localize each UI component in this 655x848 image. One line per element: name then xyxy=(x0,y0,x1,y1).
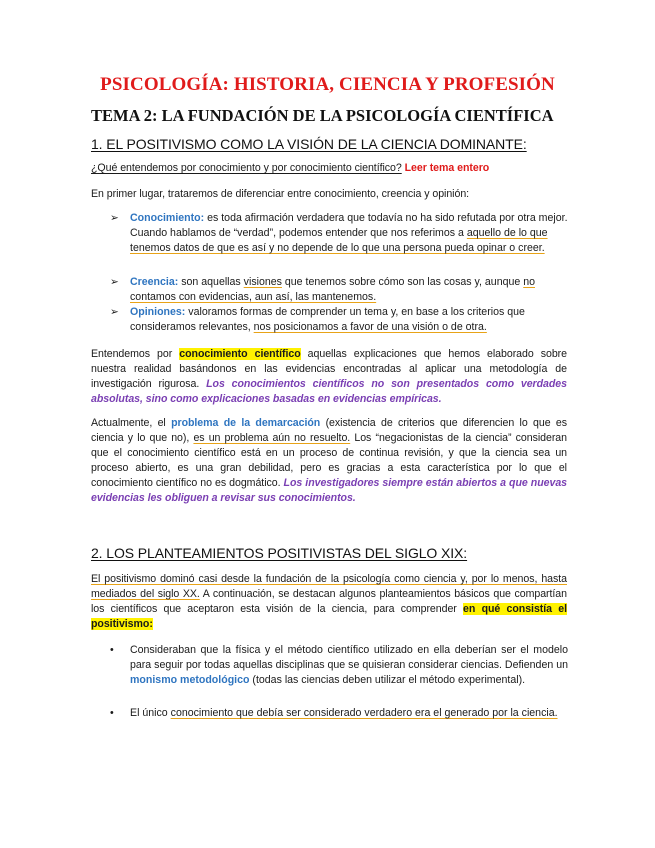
bullet-creencia: Creencia: son aquellas visiones que tenemos sobre cómo son las cosas y, aunque no contamos con evidencias, aun así, las mantenemos. xyxy=(130,276,535,303)
arrow-bullet-icon: ➢ xyxy=(110,212,119,224)
bullet-term: Creencia: xyxy=(130,276,179,288)
paragraph-positivismo: El positivismo dominó casi desde la fundación de la psicología como ciencia y, por lo menos, hasta mediados del siglo XX. A continuación, se destacan algunos planteamientos básicos que compartían los científicos que aceptaron esta visión de la ciencia, para comprender en qué consistía el positivismo: xyxy=(91,573,567,630)
paragraph-demarcacion: Actualmente, el problema de la demarcación (existencia de criterios que diferencien lo que es ciencia y lo que no), es un problema aún no resuelto. Los “negacionistas de la ciencia” consideran que el conocimiento científico está en un proceso de continua revisión, y que la ciencia sea un proceso abierto, es una gran debilidad, pero es gracias a esta característica por lo que el conocimiento científico no es dogmático. Los investigadores siempre están abiertos a que nuevas evidencias les obliguen a revisar sus conocimientos. xyxy=(91,417,568,504)
bullet-unico-conocimiento: El único conocimiento que debía ser considerado verdadero era el generado por la ciencia. xyxy=(130,707,558,719)
document-subtitle: TEMA 2: LA FUNDACIÓN DE LA PSICOLOGÍA CIENTÍFICA xyxy=(91,106,554,125)
dot-bullet-icon: • xyxy=(110,707,114,719)
bullet-term: Opiniones: xyxy=(130,306,186,318)
bullet-term: Conocimiento: xyxy=(130,212,205,224)
document-title: PSICOLOGÍA: HISTORIA, CIENCIA Y PROFESIÓN xyxy=(100,74,555,95)
highlight-en-que-consistia: en qué consistía el positivismo: xyxy=(91,603,567,630)
term-monismo: monismo metodológico xyxy=(130,674,250,686)
arrow-bullet-icon: ➢ xyxy=(110,276,119,288)
highlight-term: conocimiento científico xyxy=(179,348,301,360)
dot-bullet-icon: • xyxy=(110,644,114,656)
read-note: Leer tema entero xyxy=(404,162,490,174)
bullet-opiniones: Opiniones: valoramos formas de comprender un tema y, en base a los criterios que consideramos relevantes, nos posicionamos a favor de una visión o de otra. xyxy=(130,306,525,333)
section1-intro: En primer lugar, trataremos de diferenciar entre conocimiento, creencia y opinión: xyxy=(91,188,470,200)
section1-question xyxy=(91,161,567,176)
bullet-consideraban: Consideraban que la física y el método científico utilizado en ella deberían ser el modelo para seguir por todas aquellas disciplinas que se quisieran considerar ciencias. Defienden un monismo metodológico (todas las ciencias deben utilizar el método experimental). xyxy=(130,644,568,686)
arrow-bullet-icon: ➢ xyxy=(110,306,119,318)
question-text: ¿Qué entendemos por conocimiento y por conocimiento científico? xyxy=(91,162,402,174)
paragraph-conocimiento-cientifico: Entendemos por conocimiento científico aquellas explicaciones que hemos elaborado sobre nuestra realidad basándonos en las evidencias encontradas al aplicar una metodología de investigación rigurosa. Los conocimientos científicos no son presentados como verdades absolutas, sino como explicaciones basadas en evidencias empíricas. xyxy=(91,348,568,405)
section2-heading: 2. LOS PLANTEAMIENTOS POSITIVISTAS DEL SIGLO XIX: xyxy=(91,545,468,561)
term-demarcacion: problema de la demarcación xyxy=(171,417,321,429)
bullet-conocimiento: Conocimiento: es toda afirmación verdadera que todavía no ha sido refutada por otra mejor. Cuando hablamos de “verdad”, podemos entender que nos referimos a aquello de lo que tenemos datos de que es así y no depende de lo que una persona pueda opinar o creer. xyxy=(130,212,568,254)
section1-heading: 1. EL POSITIVISMO COMO LA VISIÓN DE LA CIENCIA DOMINANTE: xyxy=(91,136,527,152)
